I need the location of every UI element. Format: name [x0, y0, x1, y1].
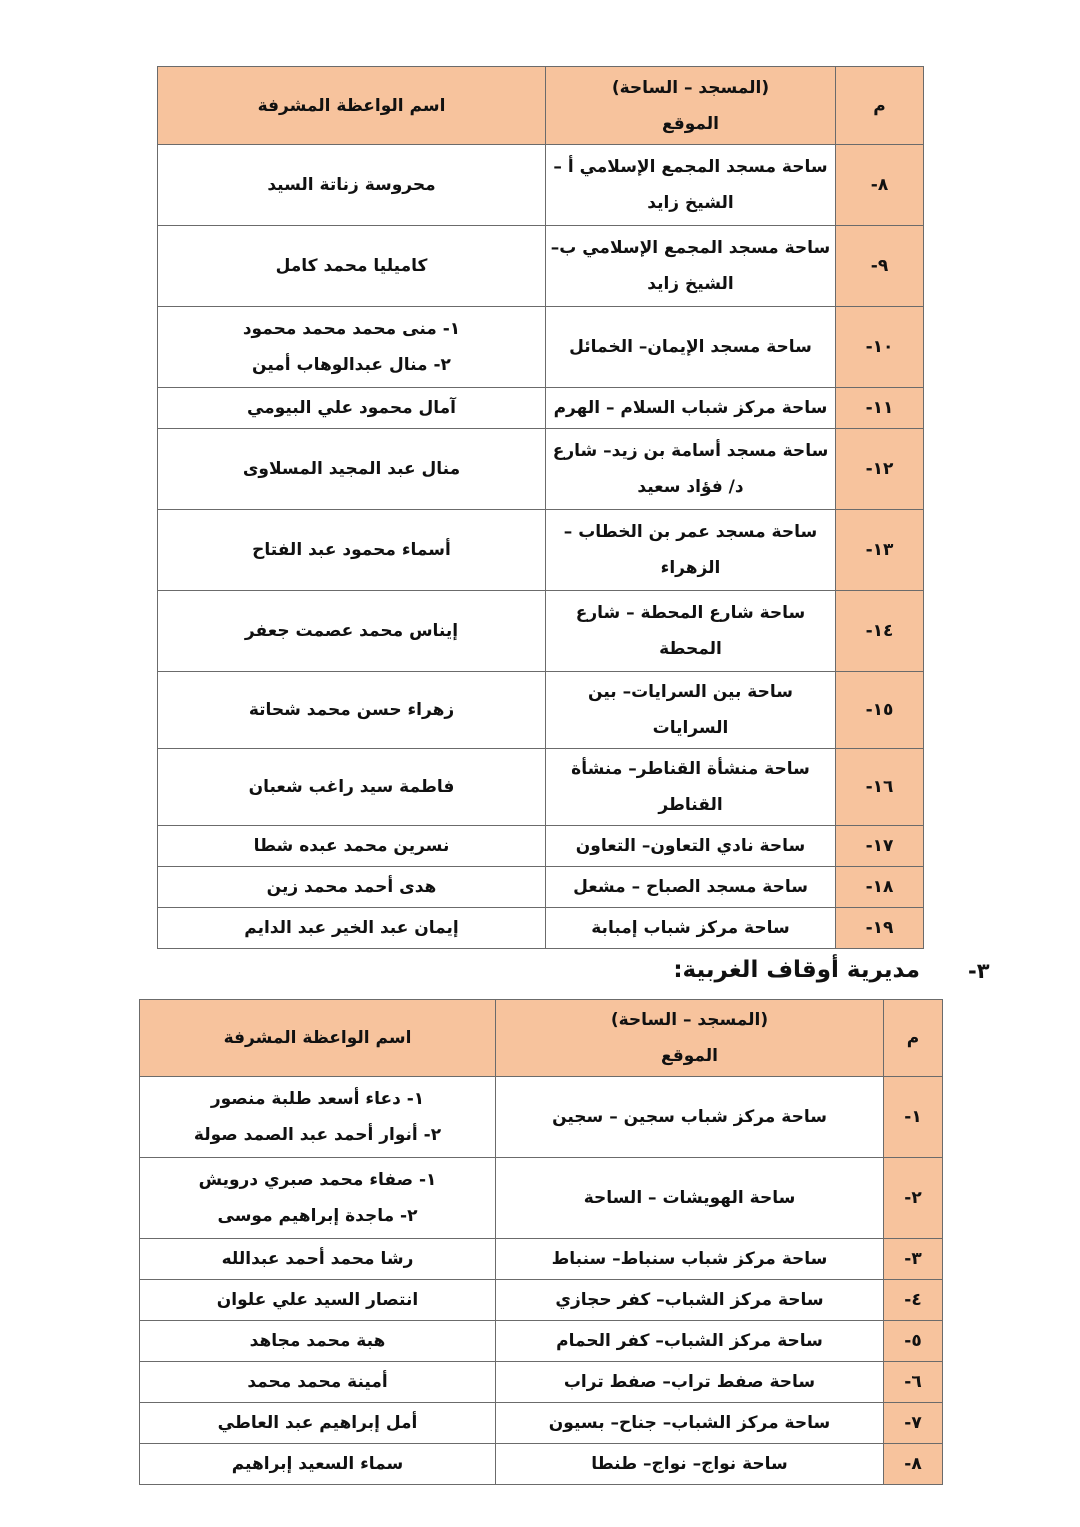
header-location-line2: الموقع	[661, 113, 719, 134]
location-line: ساحة مركز شباب إمبابة	[591, 918, 790, 938]
location-cell	[546, 826, 836, 867]
preacher-cell	[158, 510, 546, 591]
table-row	[140, 1321, 943, 1362]
row-number: ٨-	[884, 1444, 943, 1485]
row-number: ١٣-	[836, 510, 924, 591]
location-line: ساحة نواج– نواج– طنطا	[591, 1454, 788, 1474]
table-row	[158, 749, 924, 826]
header-location	[496, 1000, 884, 1077]
row-number: ٣-	[884, 1239, 943, 1280]
location-line: ساحة مسجد أسامة بن زيد– شارع	[552, 441, 829, 461]
table-row	[158, 672, 924, 749]
row-number: ١٩-	[836, 908, 924, 949]
location-cell	[546, 749, 836, 826]
preacher-cell	[158, 749, 546, 826]
location-cell	[546, 307, 836, 388]
preacher-line: ٢- منال عبدالوهاب أمين	[252, 355, 451, 375]
preacher-line: رشا محمد أحمد عبدالله	[221, 1249, 414, 1269]
location-line: ساحة مسجد الإيمان– الخمائل	[569, 337, 812, 357]
preacher-cell	[140, 1403, 496, 1444]
table-row	[158, 826, 924, 867]
header-preacher: اسم الواعظة المشرفة	[140, 1000, 496, 1077]
row-number: ١٧-	[836, 826, 924, 867]
preacher-cell	[140, 1158, 496, 1239]
location-line: ساحة مسجد الصباح – مشعل	[573, 877, 808, 897]
row-number: ١٦-	[836, 749, 924, 826]
location-cell	[496, 1158, 884, 1239]
location-line: ساحة مركز شباب سجين – سجين	[552, 1107, 827, 1127]
table-row	[140, 1158, 943, 1239]
preacher-line: كاميليا محمد كامل	[275, 256, 428, 276]
row-number: ٩-	[836, 226, 924, 307]
row-number: ٦-	[884, 1362, 943, 1403]
location-line: ساحة مركز الشباب– كفر الحمام	[556, 1331, 823, 1351]
table-row	[158, 429, 924, 510]
location-line: ساحة صفط تراب– صفط تراب	[563, 1372, 816, 1392]
preacher-line: ١- منى محمد محمد محمود	[242, 319, 461, 339]
location-line: الزهراء	[660, 558, 721, 578]
header-location-line1: (المسجد – الساحة)	[610, 1010, 769, 1030]
table-row	[140, 1280, 943, 1321]
location-line: ساحة مركز الشباب– كفر حجازي	[555, 1290, 824, 1310]
location-line: ساحة بين السرايات– بين السرايات	[588, 682, 793, 738]
preacher-line: انتصار السيد علي علوان	[216, 1290, 419, 1310]
location-cell	[546, 908, 836, 949]
preacher-cell	[140, 1077, 496, 1158]
location-line: د/ فؤاد سعيد	[637, 477, 744, 497]
row-number: ٥-	[884, 1321, 943, 1362]
table-row	[140, 1444, 943, 1485]
table-header-row	[140, 1000, 943, 1077]
location-line: الشيخ زايد	[647, 274, 734, 294]
preacher-cell	[158, 307, 546, 388]
table-header-row	[158, 67, 924, 145]
header-num: م	[884, 1000, 943, 1077]
table-row	[140, 1362, 943, 1403]
location-cell	[496, 1077, 884, 1158]
table-row	[140, 1403, 943, 1444]
preacher-cell	[158, 826, 546, 867]
table-row	[158, 908, 924, 949]
preacher-line: إيمان عبد الخير عبد الدايم	[244, 918, 459, 938]
preacher-cell	[158, 867, 546, 908]
preacher-line: إيناس محمد عصمت جعفر	[244, 621, 459, 641]
location-cell	[496, 1403, 884, 1444]
preacher-cell	[140, 1321, 496, 1362]
row-number: ١-	[884, 1077, 943, 1158]
location-cell	[496, 1444, 884, 1485]
location-cell	[546, 145, 836, 226]
preacher-cell	[158, 908, 546, 949]
location-cell	[496, 1321, 884, 1362]
location-cell	[546, 867, 836, 908]
preacher-line: ١- صفاء محمد صبري درويش	[198, 1170, 437, 1190]
row-number: ٨-	[836, 145, 924, 226]
preacher-cell	[158, 145, 546, 226]
location-line: الشيخ زايد	[647, 193, 734, 213]
location-cell	[546, 672, 836, 749]
location-line: ساحة منشأة القناطر– منشأة القناطر	[571, 759, 810, 815]
location-cell	[546, 388, 836, 429]
section-number: ٣-	[968, 959, 990, 983]
preacher-cell	[158, 388, 546, 429]
preacher-line: محروسة زناتة السيد	[267, 175, 436, 195]
row-number: ١٥-	[836, 672, 924, 749]
location-line: ساحة مركز الشباب– جناح– بسيون	[548, 1413, 831, 1433]
location-line: ساحة نادي التعاون– التعاون	[575, 836, 806, 856]
location-line: ساحة مركز شباب سنباط– سنباط	[551, 1249, 828, 1269]
section-heading	[0, 949, 1080, 999]
row-number: ١٠-	[836, 307, 924, 388]
preacher-cell	[140, 1362, 496, 1403]
location-line: ساحة الهويشات – الساحة	[583, 1188, 796, 1208]
row-number: ١٨-	[836, 867, 924, 908]
preacher-line: سماء السعيد إبراهيم	[231, 1454, 404, 1474]
preacher-line: ٢- أنوار أحمد عبد الصمد صولة	[193, 1125, 442, 1145]
preacher-line: فاطمة سيد راغب شعبان	[248, 777, 455, 797]
row-number: ٧-	[884, 1403, 943, 1444]
preacher-line: زهراء حسن محمد شحاتة	[248, 700, 455, 720]
table-row	[158, 591, 924, 672]
location-cell	[496, 1239, 884, 1280]
preacher-cell	[140, 1444, 496, 1485]
header-preacher: اسم الواعظة المشرفة	[158, 67, 546, 145]
preacher-line: أسماء محمود عبد الفتاح	[252, 540, 451, 560]
section-title: مديرية أوقاف الغربية:	[673, 957, 920, 983]
location-cell	[546, 226, 836, 307]
table-row	[140, 1239, 943, 1280]
header-location-line2: الموقع	[660, 1046, 718, 1066]
preacher-cell	[140, 1239, 496, 1280]
row-number: ١١-	[836, 388, 924, 429]
location-line: ساحة مسجد عمر بن الخطاب –	[563, 522, 818, 542]
location-cell	[546, 429, 836, 510]
table-row	[158, 226, 924, 307]
preacher-cell	[158, 672, 546, 749]
location-cell	[546, 510, 836, 591]
table-row	[158, 510, 924, 591]
table-row	[140, 1077, 943, 1158]
location-cell	[546, 591, 836, 672]
location-line: المحطة	[659, 639, 722, 659]
header-location-line1: (المسجد – الساحة)	[611, 77, 770, 98]
table-row	[158, 307, 924, 388]
preacher-cell	[158, 591, 546, 672]
table-row	[158, 388, 924, 429]
table-row	[158, 145, 924, 226]
location-cell	[496, 1362, 884, 1403]
location-line: ساحة مسجد المجمع الإسلامي أ –	[553, 157, 828, 177]
preacher-line: ٢- ماجدة إبراهيم موسى	[217, 1206, 418, 1226]
preacher-line: منال عبد المجيد المسلاوى	[242, 459, 461, 479]
table-giza-squares	[157, 66, 924, 949]
location-line: ساحة مسجد المجمع الإسلامي ب–	[550, 238, 831, 258]
table-row	[158, 867, 924, 908]
location-line: ساحة شارع المحطة – شارع	[575, 603, 806, 623]
header-num: م	[836, 67, 924, 145]
preacher-line: هدى أحمد محمد زين	[266, 877, 437, 897]
preacher-line: ١- دعاء أسعد طلبة منصور	[210, 1089, 425, 1109]
preacher-line: هبة محمد مجاهد	[249, 1331, 386, 1351]
location-cell	[496, 1280, 884, 1321]
preacher-cell	[158, 429, 546, 510]
preacher-line: آمال محمود علي البيومي	[246, 398, 457, 418]
preacher-line: أمينة محمد محمد	[247, 1372, 388, 1392]
preacher-line: نسرين محمد عبده شطا	[253, 836, 450, 856]
row-number: ٢-	[884, 1158, 943, 1239]
location-line: ساحة مركز شباب السلام – الهرم	[553, 398, 828, 418]
row-number: ١٢-	[836, 429, 924, 510]
row-number: ٤-	[884, 1280, 943, 1321]
header-location	[546, 67, 836, 145]
preacher-cell	[140, 1280, 496, 1321]
table-gharbia-squares	[139, 999, 943, 1485]
row-number: ١٤-	[836, 591, 924, 672]
preacher-line: أمل إبراهيم عبد العاطي	[217, 1413, 418, 1433]
preacher-cell	[158, 226, 546, 307]
